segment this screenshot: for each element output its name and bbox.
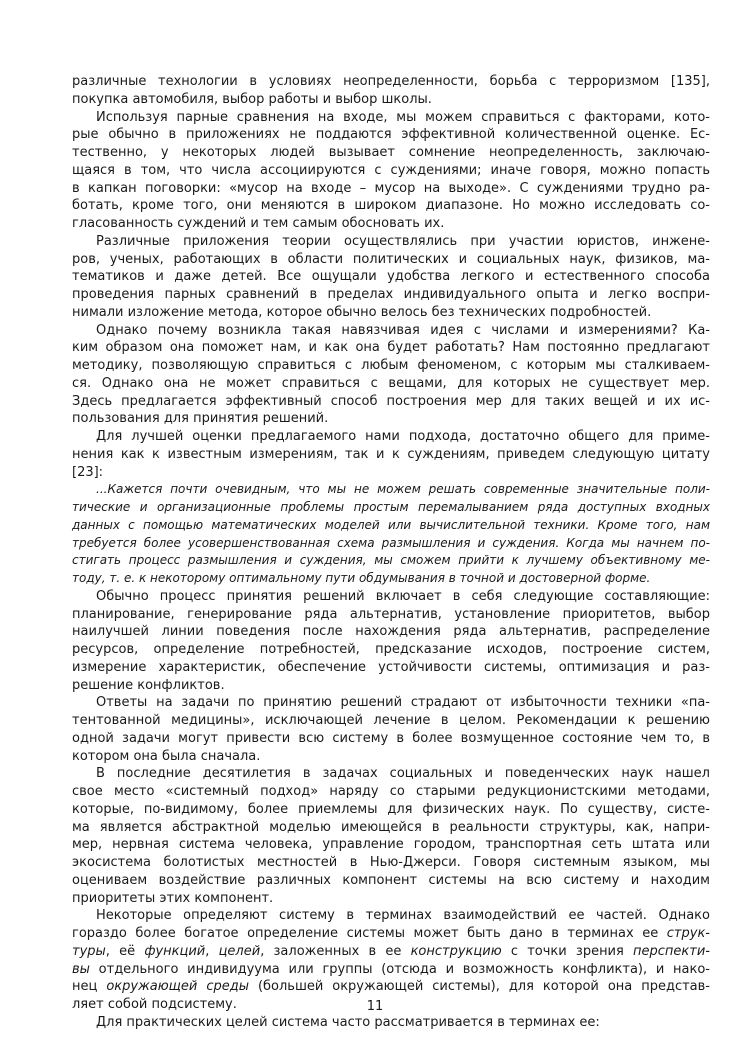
text-line: [23]: bbox=[72, 464, 104, 480]
text-run: нец bbox=[72, 979, 107, 995]
text-run: Некоторые определяют систему в терминах взаимодействий ее частей. Однако bbox=[96, 908, 710, 924]
text-line: рые обычно в приложениях не поддаются эффективной количественной оценке. Ес- bbox=[72, 127, 710, 143]
text-line: Обычно процесс принятия решений включает в себя следующие составляющие: bbox=[96, 588, 710, 604]
text-line: данных с помощью математических моделей или вычислительной техники. Кроме того, нам bbox=[72, 517, 710, 532]
text-line bbox=[72, 978, 710, 996]
text-line bbox=[72, 961, 710, 979]
paragraph bbox=[72, 428, 710, 481]
text-line: ров, ученых, работающих в области политических и социальных наук, физиков, ма- bbox=[72, 251, 710, 267]
text-line: тематиков и даже детей. Все ощущали удобства легкого и естественного способа bbox=[72, 269, 710, 285]
text-line: проведения парных сравнений в пределах индивидуального опыта и легко воспри- bbox=[72, 287, 710, 302]
text-line: ма является абстрактной моделью имеющейся в реальности структуры, как, напри- bbox=[72, 819, 710, 835]
emphasized-term: функций bbox=[144, 943, 206, 959]
text-run: , заложенных в ее bbox=[260, 943, 411, 959]
text-line: покупка автомобиля, выбор работы и выбор школы. bbox=[72, 91, 432, 107]
text-line: оцениваем воздействие различных компонент системы на всю систему и находим bbox=[72, 872, 710, 888]
text-line: требуется более усовершенствованная схема размышления и суждения. Когда мы начнем по- bbox=[72, 535, 710, 550]
text-line: которые, по-видимому, более приемлемы для физических наук. По существу, систе- bbox=[72, 801, 710, 817]
emphasized-term: перспекти- bbox=[633, 943, 710, 959]
emphasized-term: вы bbox=[72, 961, 90, 977]
text-run: ляет собой подсистему. bbox=[72, 997, 237, 1012]
text-line: свое место «системный подход» наряду со старыми редукционистскими методами, bbox=[72, 784, 710, 799]
emphasized-term: окружающей среды bbox=[106, 979, 249, 995]
text-line: Ответы на задачи по принятию решений страдают от избыточности техники «па- bbox=[96, 695, 710, 711]
text-line: Здесь предлагается эффективный способ построения мер для таких вещей и их ис- bbox=[72, 393, 710, 409]
text-line: щаяся в том, что числа ассоциируются с суждениями; иначе говоря, можно попасть bbox=[72, 162, 710, 178]
text-run: с точки зрения bbox=[501, 943, 634, 959]
text-line: стигать процесс размышления и суждения, мы сможем прийти к лучшему объективному ме- bbox=[72, 553, 710, 568]
paragraph bbox=[72, 588, 710, 695]
text-line: Для практических целей система часто рассматривается в терминах ее: bbox=[96, 1014, 600, 1030]
text-line: ресурсов, определение потребностей, предсказание исходов, построение систем, bbox=[72, 642, 710, 657]
paragraph bbox=[72, 765, 710, 907]
text-line: нимали изложение метода, которое обычно велось без технических подробностей. bbox=[72, 304, 652, 320]
text-line: тические и организационные проблемы простым перемалыванием ряда доступных входных bbox=[72, 500, 710, 514]
text-line: измерение характеристик, обеспечение устойчивости системы, оптимизация и раз- bbox=[72, 659, 710, 675]
paragraph bbox=[72, 233, 710, 322]
paragraph bbox=[72, 73, 710, 109]
emphasized-term: целей bbox=[218, 943, 261, 959]
text-run: , её bbox=[105, 943, 145, 959]
paragraph bbox=[72, 907, 710, 1014]
text-run: , bbox=[205, 943, 219, 959]
emphasized-term: туры bbox=[72, 943, 106, 959]
text-run: гораздо более богатое определение системы может быть дано в терминах ее bbox=[72, 926, 667, 941]
emphasized-term: струк- bbox=[666, 926, 710, 941]
text-line: наилучшей линии поведения после нахождения ряда альтернатив, распределение bbox=[72, 624, 710, 640]
text-line: пользования для принятия решений. bbox=[72, 411, 329, 427]
text-line: гласованность суждений и тем самым обосновать их. bbox=[72, 216, 445, 231]
text-line: приоритеты этих компонент. bbox=[72, 890, 274, 906]
text-line: тентованной медицины», исключающей лечение в целом. Рекомендации к решению bbox=[72, 713, 710, 728]
block-quote bbox=[72, 481, 710, 588]
text-line: тественно, у некоторых людей вызывает сомнение неопределенность, заключаю- bbox=[72, 145, 710, 160]
text-line: мер, нервная система человека, управление городом, транспортная сеть штата или bbox=[72, 837, 710, 853]
text-line: Различные приложения теории осуществлялись при участии юристов, инжене- bbox=[96, 233, 710, 249]
text-line: ким образом она поможет нам, и как она будет работать? Нам постоянно предлагают bbox=[72, 340, 710, 356]
text-line bbox=[72, 907, 710, 925]
text-line: ся. Однако она не может справиться с вещами, для которых не существует мер. bbox=[72, 375, 710, 391]
text-line: планирование, генерирование ряда альтернатив, установление приоритетов, выбор bbox=[72, 606, 710, 622]
text-run: отдельного индивидуума или группы (отсюда и возможность конфликта), и нако- bbox=[89, 961, 710, 977]
paragraph bbox=[72, 694, 710, 765]
text-line: ...Кажется почти очевидным, что мы не можем решать современные значительные поли- bbox=[96, 482, 710, 497]
paragraph bbox=[72, 322, 710, 429]
text-line: ботать, кроме того, они меняются в широком диапазоне. Но можно исследовать со- bbox=[72, 198, 710, 214]
text-line: решение конфликтов. bbox=[72, 677, 225, 693]
text-run: (большей окружающей системы), для которой она представ- bbox=[248, 979, 710, 995]
text-line: одной задачи могут привести всю систему в более возмущенное состояние чем то, в bbox=[72, 730, 710, 746]
page-number: 11 bbox=[366, 999, 384, 1014]
text-line: методику, позволяющую справиться с любым феноменом, с которым мы сталкиваем- bbox=[72, 358, 710, 373]
paragraph bbox=[72, 109, 710, 233]
text-line bbox=[72, 943, 710, 961]
text-line: нения как к известным измерениям, так и к суждениям, приведем следующую цитату bbox=[72, 446, 710, 462]
text-line: экосистема болотистых местностей в Нью-Джерси. Говоря системным языком, мы bbox=[72, 855, 710, 870]
page-body bbox=[72, 73, 710, 1032]
text-line: тоду, т. е. к некоторому оптимальному пути обдумывания в точной и достоверной форме. bbox=[72, 571, 651, 585]
emphasized-term: конструкцию bbox=[410, 943, 502, 959]
text-line: В последние десятилетия в задачах социальных и поведенческих наук нашел bbox=[96, 766, 710, 782]
text-line: Для лучшей оценки предлагаемого нами подхода, достаточно общего для приме- bbox=[96, 429, 710, 444]
paragraph bbox=[72, 1014, 710, 1032]
text-line: Используя парные сравнения на входе, мы можем справиться с факторами, кото- bbox=[96, 109, 710, 125]
text-line bbox=[72, 925, 710, 943]
text-line: в капкан поговорки: «мусор на входе – мусор на выходе». С суждениями трудно ра- bbox=[72, 180, 710, 196]
text-line: различные технологии в условиях неопределенности, борьба с терроризмом [135], bbox=[72, 74, 710, 89]
text-line: котором она была сначала. bbox=[72, 748, 261, 764]
text-line: Однако почему возникла такая навязчивая идея с числами и измерениями? Ка- bbox=[96, 322, 710, 338]
